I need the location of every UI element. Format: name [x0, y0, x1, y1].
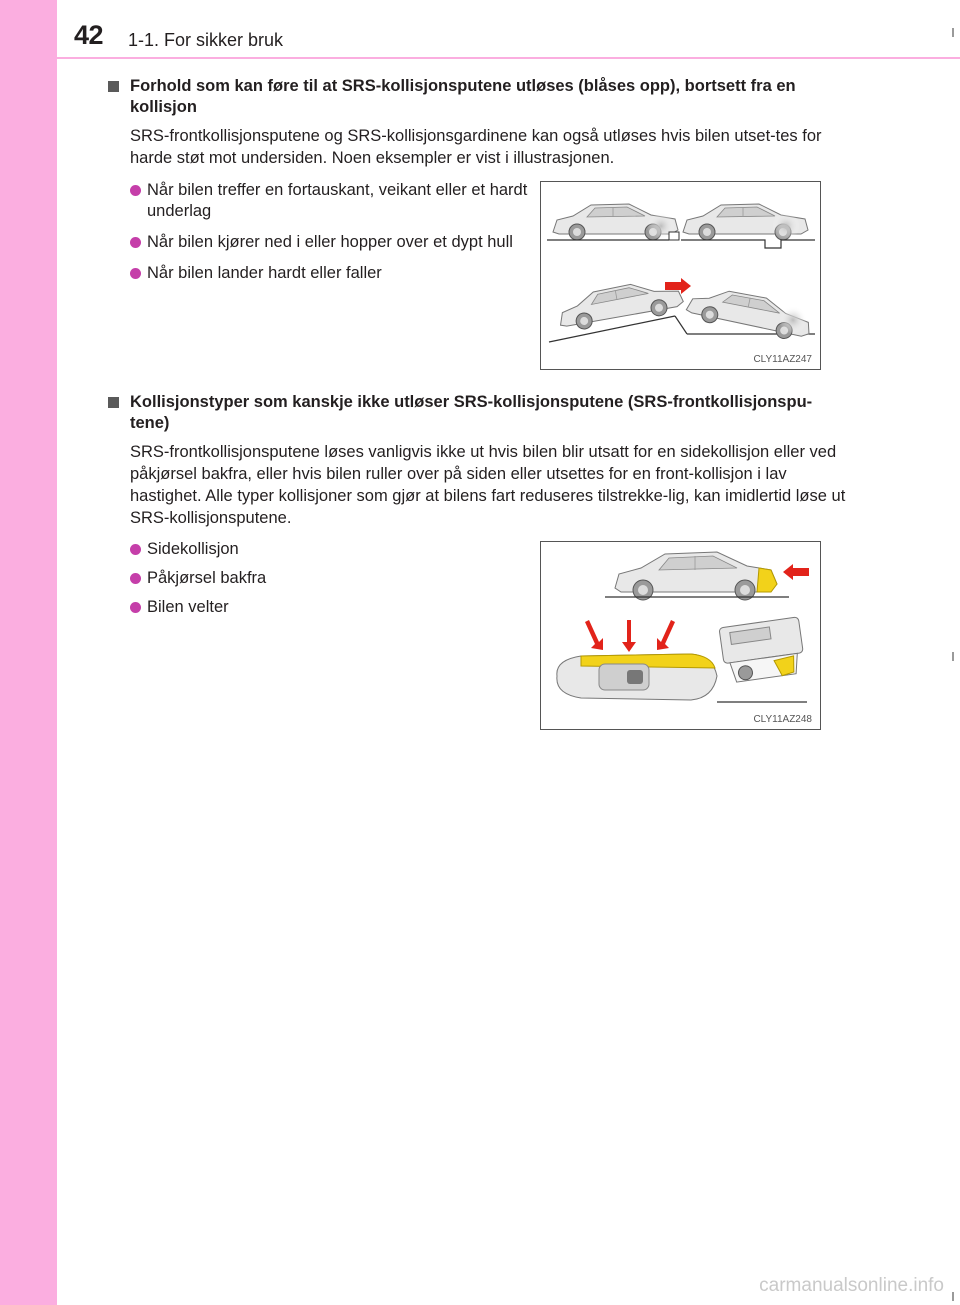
- figure-code: CLY11AZ247: [753, 354, 812, 365]
- side-impact-arrow-icon: [622, 620, 636, 652]
- bullet-list: [108, 539, 510, 618]
- bullet-list: [108, 180, 550, 284]
- sidebar-tab: [0, 0, 57, 1305]
- section-non-deploy-collisions: [108, 392, 850, 529]
- footer-watermark: carmanualsonline.info: [759, 1275, 944, 1296]
- page-number: 42: [74, 20, 104, 50]
- header-rule: [57, 57, 960, 59]
- edge-mark: [952, 28, 954, 37]
- section-underside-impact: [108, 76, 850, 169]
- chapter-title: 1-1. For sikker bruk: [128, 30, 284, 50]
- list-item: Når bilen lander hardt eller faller: [130, 263, 550, 284]
- side-impact-arrow-icon: [585, 620, 603, 650]
- section-body: SRS-frontkollisjonsputene løses vanligvis ikke ut hvis bilen blir utsatt for en sidekollisjon eller ved påkjørsel bakfra, eller hvis bilen ruller over på siden eller utsettes for en front-kollisjon i lav hastighet. Alle typer kollisjoner som gjør at bilens fart reduseres tilstrekke-lig, kan imidlertid løse ut SRS-kollisjonsputene.: [130, 443, 846, 527]
- bullet-dot-icon: [130, 268, 141, 279]
- bullet-dot-icon: [130, 237, 141, 248]
- list-item: Bilen velter: [130, 597, 510, 618]
- bullet-dot-icon: [130, 544, 141, 555]
- square-bullet-icon: [108, 81, 119, 92]
- figure-code: CLY11AZ248: [753, 714, 812, 725]
- list-item: Når bilen treffer en fortauskant, veikant eller et hardt underlag: [130, 180, 550, 222]
- list-item: Når bilen kjører ned i eller hopper over et dypt hull: [130, 232, 550, 253]
- illustration-underside-impact: [540, 181, 821, 370]
- edge-mark: [952, 1292, 954, 1301]
- list-item: Påkjørsel bakfra: [130, 568, 510, 589]
- square-bullet-icon: [108, 397, 119, 408]
- bullet-dot-icon: [130, 573, 141, 584]
- edge-mark: [952, 652, 954, 661]
- illustration-non-deploy-collisions: [540, 541, 821, 730]
- section-body: SRS-frontkollisjonsputene og SRS-kollisjonsgardinene kan også utløses hvis bilen utset-tes for harde støt mot undersiden. Noen eksempler er vist i illustrasjonen.: [130, 127, 822, 167]
- list-item: Sidekollisjon: [130, 539, 510, 560]
- side-impact-arrow-icon: [657, 620, 675, 650]
- bullet-dot-icon: [130, 602, 141, 613]
- rear-impact-arrow-icon: [783, 564, 809, 580]
- car-underside-impact-illustration: [541, 182, 820, 369]
- car-collision-types-illustration: [541, 542, 820, 729]
- bullet-dot-icon: [130, 185, 141, 196]
- section-title: Kollisjonstyper som kanskje ikke utløser SRS-kollisjonsputene (SRS-frontkollisjonspu-tene): [108, 392, 850, 434]
- section-title: Forhold som kan føre til at SRS-kollisjonsputene utløses (blåses opp), bortsett fra en kollisjon: [108, 76, 850, 118]
